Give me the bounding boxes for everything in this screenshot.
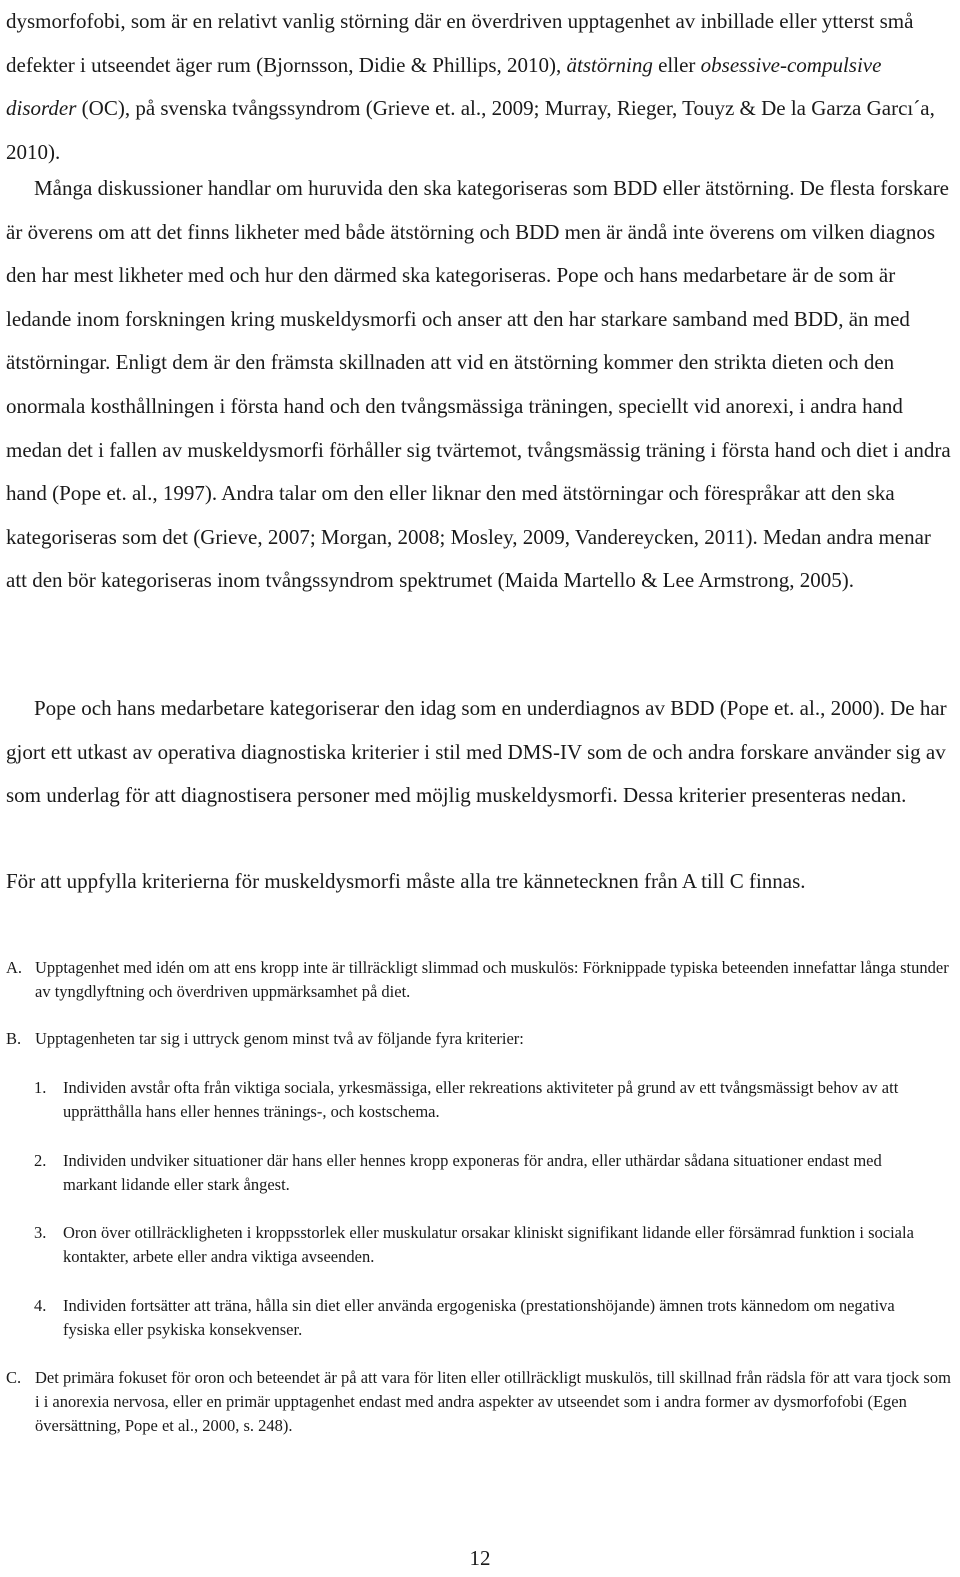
sub-criterion-text: Oron över otillräckligheten i kroppsstorlek eller muskulatur orsakar kliniskt signifikant lidande eller försämrad funktion i sociala kontakter, arbete eller andra viktiga avseenden. bbox=[63, 1223, 914, 1266]
sub-criterion-marker: 4. bbox=[34, 1296, 47, 1315]
paragraph-intro-emphasis-b: obsessive-compulsive disorder bbox=[6, 52, 882, 121]
criterion-text: Upptagenheten tar sig i uttryck genom minst två av följande fyra kriterier: bbox=[35, 1029, 524, 1048]
paragraph-criteria-intro: För att uppfylla kriterierna för muskeldysmorfi måste alla tre kännetecknen från A till C finnas. bbox=[6, 869, 806, 893]
criterion-b bbox=[6, 1027, 954, 1051]
criterion-marker: C. bbox=[6, 1368, 22, 1387]
sub-criterion-3 bbox=[6, 1221, 954, 1269]
sub-criterion-marker: 1. bbox=[34, 1078, 47, 1097]
criterion-text: Det primära fokuset för oron och beteendet är på att vara för liten eller otillräckligt muskulös, till skillnad från rädsla för att vara tjock som i i anorexia nervosa, eller en primär upptagenhet endast med andra aspekter av utseendet som i andra former av dysmorfofobi (Egen översättning, Pope et al., 2000, s. 248). bbox=[35, 1368, 951, 1435]
criterion-marker: B. bbox=[6, 1029, 22, 1048]
sub-criterion-text: Individen undviker situationer där hans eller hennes kropp exponeras för andra, eller uthärdar sådana situationer endast med markant lidande eller stark ångest. bbox=[63, 1151, 882, 1194]
criterion-c bbox=[6, 1366, 954, 1438]
sub-criterion-1 bbox=[6, 1076, 954, 1124]
paragraph-intro-text-a: dysmorfofobi, som är en relativt vanlig störning där en överdriven upptagenhet av inbillade eller ytterst små defekter i utseendet äger rum (Bjornsson, Didie & Phillips, 2010), bbox=[6, 9, 914, 77]
sub-criterion-text: Individen fortsätter att träna, hålla sin diet eller använda ergogeniska (prestationshöjande) ämnen trots kännedom om negativa fysiska eller psykiska konsekvenser. bbox=[63, 1296, 895, 1339]
criterion-a bbox=[6, 956, 954, 1004]
paragraph-classification-text: Många diskussioner handlar om huruvida den ska kategoriseras som BDD eller ätstörning. De flesta forskare är överens om att det finns likheter med både ätstörning och BDD men är ändå inte överens om vilken diagnos den har mest likheter med och hur den därmed ska kategoriseras. Pope och hans medarbetare är de som är ledande inom forskningen kring muskeldysmorfi och anser att den har starkare samband med BDD, än med ätstörningar. Enligt dem är den främsta skillnaden att vid en ätstörning kommer den strikta dieten och den onormala kosthållningen i första hand och den tvångsmässiga träningen, speciellt vid anorexi, i andra hand medan det i fallen av muskeldysmorfi förhåller sig tvärtemot, tvångsmässig träning i första hand och diet i andra hand (Pope et. al., 1997). Andra talar om den eller liknar den med ätstörningar och förespråkar att den ska kategoriseras som det (Grieve, 2007; Morgan, 2008; Mosley, 2009, Vandereycken, 2011). Medan andra menar att den bör kategoriseras inom tvångssyndrom spektrumet (Maida Martello & Lee Armstrong, 2005). bbox=[6, 176, 951, 593]
sub-criterion-text: Individen avstår ofta från viktiga sociala, yrkesmässiga, eller rekreations aktiviteter på grund av ett tvångsmässigt behov av att upprätthålla hans eller hennes tränings-, och kostschema. bbox=[63, 1078, 899, 1121]
paragraph-classification bbox=[6, 167, 954, 603]
paragraph-intro-text-c: (OC), på svenska tvångssyndrom (Grieve et. al., 2009; Murray, Rieger, Touyz & De la Garza Garcı´a, 2010). bbox=[6, 96, 935, 164]
sub-criterion-4 bbox=[6, 1294, 954, 1342]
sub-criterion-marker: 3. bbox=[34, 1223, 47, 1242]
paragraph-intro bbox=[6, 0, 954, 174]
criterion-marker: A. bbox=[6, 958, 23, 977]
sub-criterion-marker: 2. bbox=[34, 1151, 47, 1170]
page-number: 12 bbox=[469, 1546, 491, 1570]
criterion-text: Upptagenhet med idén om att ens kropp inte är tillräckligt slimmad och muskulös: Förknippade typiska beteenden innefattar långa stunder av tyngdlyftning och överdriven uppmärksamhet på diet. bbox=[35, 958, 949, 1001]
paragraph-pope bbox=[6, 687, 954, 818]
paragraph-intro-text-b: eller bbox=[652, 52, 701, 77]
paragraph-pope-text: Pope och hans medarbetare kategoriserar den idag som en underdiagnos av BDD (Pope et. al., 2000). De har gjort ett utkast av operativa diagnostiska kriterier i stil med DMS-IV som de och andra forskare använder sig av som underlag för att diagnostisera personer med möjlig muskeldysmorfi. Dessa kriterier presenteras nedan. bbox=[6, 696, 947, 808]
paragraph-intro-emphasis-a: ätstörning bbox=[566, 52, 653, 77]
sub-criterion-2 bbox=[6, 1149, 954, 1197]
